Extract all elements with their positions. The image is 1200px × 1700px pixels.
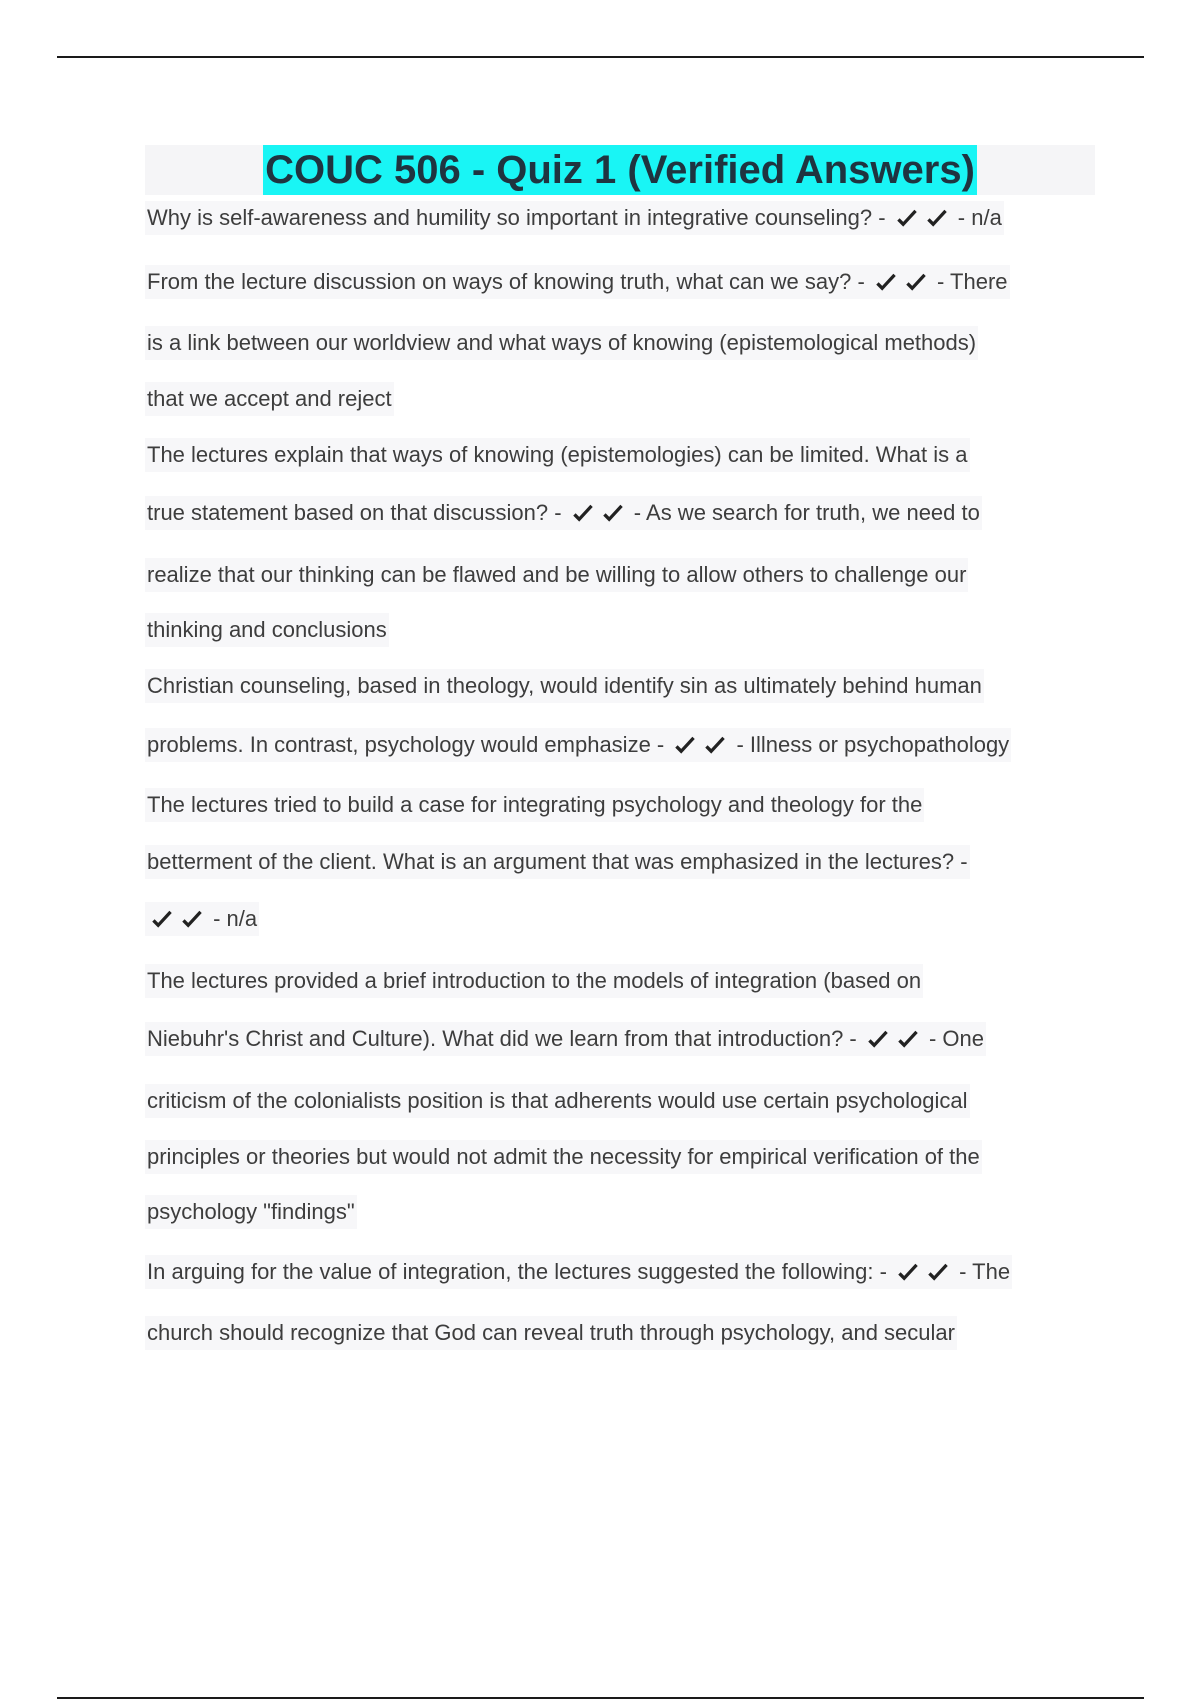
- line-text: The lectures tried to build a case for integrating psychology and theology for the: [147, 792, 923, 817]
- header-rule: [57, 56, 1144, 58]
- answer-text: - n/a: [207, 906, 258, 931]
- line-text: realize that our thinking can be flawed and be willing to allow others to challenge our: [147, 562, 967, 587]
- line-text: criticism of the colonialists position is that adherents would use certain psychological: [147, 1088, 968, 1113]
- text-line: [145, 326, 978, 360]
- answer-text: - As we search for truth, we need to: [627, 500, 980, 525]
- line-text: psychology "findings": [147, 1199, 355, 1224]
- line-text: From the lecture discussion on ways of knowing truth, what can we say? -: [147, 269, 871, 294]
- text-line: [145, 613, 389, 647]
- line-text: thinking and conclusions: [147, 617, 387, 642]
- text-line: [145, 496, 982, 530]
- text-line: [145, 1140, 982, 1174]
- document-body: [145, 145, 1095, 1345]
- answer-text: - n/a: [951, 205, 1002, 230]
- footer-rule: [57, 1697, 1144, 1699]
- answer-text: - The: [953, 1259, 1011, 1284]
- text-line: [145, 382, 394, 416]
- double-checkmark-icon: [570, 501, 626, 527]
- line-text: that we accept and reject: [147, 386, 392, 411]
- line-text: true statement based on that discussion? -: [147, 500, 568, 525]
- line-text: church should recognize that God can reveal truth through psychology, and secular: [147, 1320, 955, 1345]
- line-text: In arguing for the value of integration, the lectures suggested the following: -: [147, 1259, 894, 1284]
- answer-text: - Illness or psychopathology: [730, 732, 1010, 757]
- double-checkmark-icon: [149, 907, 205, 933]
- text-line: [145, 728, 1011, 762]
- text-line: [145, 1022, 986, 1056]
- text-line: [145, 902, 259, 936]
- line-text: The lectures explain that ways of knowing (epistemologies) can be limited. What is a: [147, 442, 968, 467]
- double-checkmark-icon: [873, 270, 929, 296]
- text-line: [145, 558, 968, 592]
- line-text: principles or theories but would not admit the necessity for empirical verification of the: [147, 1144, 980, 1169]
- text-line: [145, 438, 970, 472]
- title-band: [145, 145, 1095, 195]
- double-checkmark-icon: [895, 1260, 951, 1286]
- text-line: [145, 1316, 957, 1350]
- text-line: [145, 845, 970, 879]
- text-line: [145, 788, 924, 822]
- answer-text: - There: [930, 269, 1008, 294]
- line-text: Niebuhr's Christ and Culture). What did we learn from that introduction? -: [147, 1026, 863, 1051]
- text-line: [145, 1195, 357, 1229]
- double-checkmark-icon: [894, 206, 950, 232]
- line-text: problems. In contrast, psychology would emphasize -: [147, 732, 671, 757]
- text-line: [145, 964, 923, 998]
- double-checkmark-icon: [865, 1027, 921, 1053]
- double-checkmark-icon: [672, 733, 728, 759]
- answer-text: - One: [922, 1026, 984, 1051]
- line-text: The lectures provided a brief introduction to the models of integration (based on: [147, 968, 922, 993]
- line-text: Christian counseling, based in theology, would identify sin as ultimately behind human: [147, 673, 982, 698]
- text-line: [145, 201, 1004, 235]
- line-text: Why is self-awareness and humility so important in integrative counseling? -: [147, 205, 892, 230]
- page-title: COUC 506 - Quiz 1 (Verified Answers): [263, 145, 977, 195]
- text-line: [145, 669, 984, 703]
- text-line: [145, 265, 1010, 299]
- text-line: [145, 1084, 970, 1118]
- text-line: [145, 1255, 1012, 1289]
- line-text: betterment of the client. What is an argument that was emphasized in the lectures? -: [147, 849, 968, 874]
- line-text: is a link between our worldview and what ways of knowing (epistemological methods): [147, 330, 977, 355]
